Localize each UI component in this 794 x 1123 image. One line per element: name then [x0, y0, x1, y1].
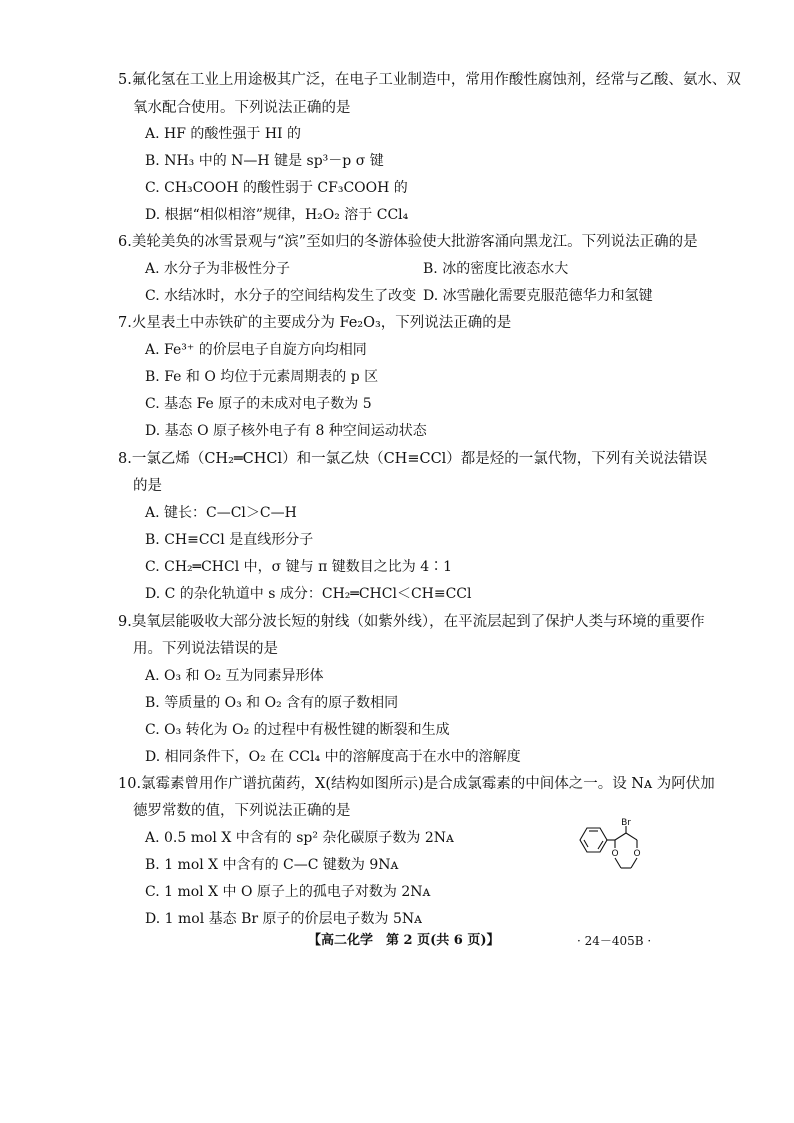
question-9-stem-line-2: 用。下列说法错误的是	[133, 641, 278, 657]
question-8-stem-line-1: 8.一氯乙烯（CH₂═CHCl）和一氯乙炔（CH≡CCl）都是烃的一氯代物，下列有关说法错误	[118, 451, 708, 467]
oxygen-atom-label: O	[611, 849, 619, 859]
page-footer-title: 【高二化学 第 2 页(共 6 页)】	[308, 933, 500, 948]
question-9-option-a: A. O₃ 和 O₂ 互为同素异形体	[145, 668, 324, 684]
question-7-stem-line-1: 7.火星表土中赤铁矿的主要成分为 Fe₂O₃，下列说法正确的是	[118, 315, 512, 331]
question-5-stem-line-2: 氧水配合使用。下列说法正确的是	[133, 100, 351, 116]
question-8-option-d: D. C 的杂化轨道中 s 成分：CH₂═CHCl＜CH≡CCl	[145, 586, 472, 602]
question-9-option-c: C. O₃ 转化为 O₂ 的过程中有极性键的断裂和生成	[145, 722, 450, 738]
question-6-option-a: A. 水分子为非极性分子	[145, 261, 291, 277]
question-7-option-d: D. 基态 O 原子核外电子有 8 种空间运动状态	[145, 423, 427, 439]
dioxane-bond	[631, 858, 637, 868]
question-10-stem-line-2: 德罗常数的值，下列说法正确的是	[133, 803, 351, 819]
question-7-option-a: A. Fe³⁺ 的价层电子自旋方向均相同	[145, 342, 367, 358]
question-10-option-b: B. 1 mol X 中含有的 C—C 键数为 9Nᴀ	[145, 857, 399, 873]
page-footer-code: · 24－405B ·	[577, 934, 652, 948]
question-8-option-a: A. 键长：C—Cl＞C—H	[145, 505, 297, 521]
bromine-atom-label: Br	[621, 818, 631, 828]
question-9-option-b: B. 等质量的 O₃ 和 O₂ 含有的原子数相同	[145, 695, 399, 711]
question-7-option-c: C. 基态 Fe 原子的未成对电子数为 5	[145, 396, 372, 412]
question-6-option-b: B. 冰的密度比液态水大	[423, 261, 569, 277]
question-9-stem-line-1: 9.臭氧层能吸收大部分波长短的射线（如紫外线），在平流层起到了保护人类与环境的重要作	[118, 614, 705, 630]
question-10-option-d: D. 1 mol 基态 Br 原子的价层电子数为 5Nᴀ	[145, 911, 423, 927]
molecule-bonds	[580, 826, 637, 868]
benzene-double-bond	[584, 840, 588, 847]
oxygen-atom-label: O	[633, 849, 641, 859]
question-8-option-b: B. CH≡CCl 是直线形分子	[145, 532, 314, 548]
dioxane-bond	[626, 833, 637, 840]
dioxane-bond	[615, 858, 621, 868]
question-5-option-b: B. NH₃ 中的 N—H 键是 sp³－p σ 键	[145, 153, 384, 169]
question-6-option-d: D. 冰雪融化需要克服范德华力和氢键	[423, 288, 653, 304]
question-6-stem-line-1: 6.美轮美奂的冰雪景观与“滨”至如归的冬游体验使大批游客涌向黑龙江。下列说法正确的是	[118, 234, 698, 250]
question-5-option-a: A. HF 的酸性强于 HI 的	[145, 126, 302, 142]
molecule-x-structure-figure	[575, 818, 665, 880]
dioxane-bond	[615, 833, 626, 840]
question-10-option-c: C. 1 mol X 中 O 原子上的孤电子对数为 2Nᴀ	[145, 884, 431, 900]
question-9-option-d: D. 相同条件下，O₂ 在 CCl₄ 中的溶解度高于在水中的溶解度	[145, 749, 521, 765]
question-5-option-d: D. 根据“相似相溶”规律，H₂O₂ 溶于 CCl₄	[145, 207, 409, 223]
question-5-stem-line-1: 5.氟化氢在工业上用途极其广泛，在电子工业制造中，常用作酸性腐蚀剂，经常与乙酸、氨水、双	[118, 72, 741, 88]
question-10-option-a: A. 0.5 mol X 中含有的 sp² 杂化碳原子数为 2Nᴀ	[145, 830, 454, 846]
question-8-stem-line-2: 的是	[133, 478, 162, 494]
question-8-option-c: C. CH₂═CHCl 中，σ 键与 π 键数目之比为 4∶1	[145, 559, 453, 575]
question-10-stem-line-1: 10.氯霉素曾用作广谱抗菌药，X(结构如图所示)是合成氯霉素的中间体之一。设 Nᴀ 为阿伏加	[118, 776, 715, 792]
question-6-option-c: C. 水结冰时，水分子的空间结构发生了改变	[145, 288, 417, 304]
question-7-option-b: B. Fe 和 O 均位于元素周期表的 p 区	[145, 369, 379, 385]
question-5-option-c: C. CH₃COOH 的酸性弱于 CF₃COOH 的	[145, 180, 408, 196]
